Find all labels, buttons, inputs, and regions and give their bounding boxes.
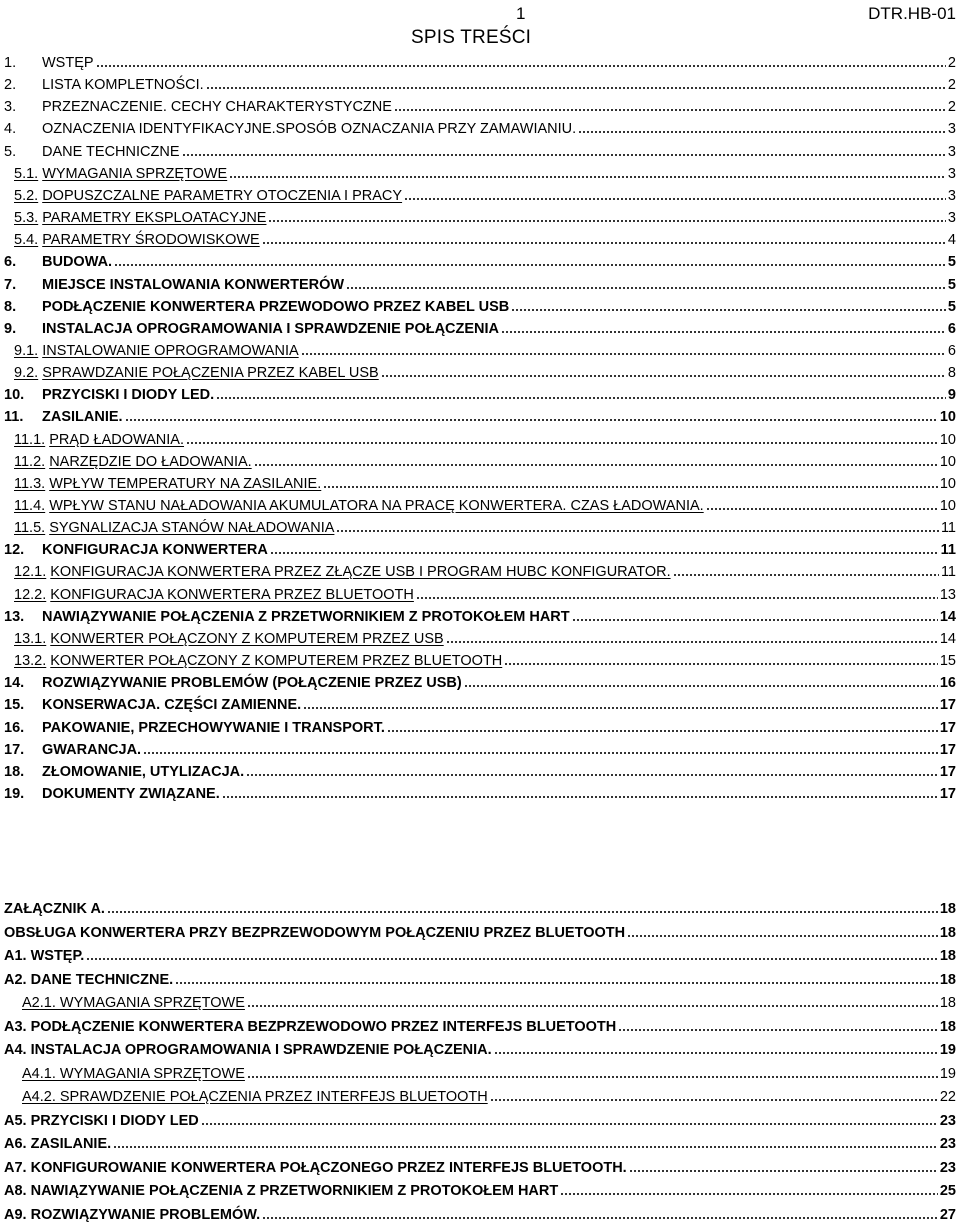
- toc-entry-number: 12.2.: [14, 586, 47, 603]
- appendix-entry-page: 18: [939, 995, 956, 1011]
- appendix-entry-title: A5. PRZYCISKI I DIODY LED: [4, 1112, 199, 1129]
- appendix-entry-title: A7. KONFIGUROWANIE KONWERTERA POŁĄCZONEGO PRZEZ INTERFEJS BLUETOOTH.: [4, 1159, 627, 1176]
- toc-entry-title: ZŁOMOWANIE, UTYLIZACJA.: [42, 763, 245, 780]
- toc-entry[interactable]: [0, 737, 960, 759]
- toc-entry[interactable]: [0, 116, 960, 138]
- toc-entry-page: 5: [947, 254, 956, 271]
- appendix-entry[interactable]: [0, 1084, 960, 1106]
- dot-leader: [222, 795, 938, 799]
- dot-leader: [216, 396, 946, 400]
- dot-leader: [323, 485, 938, 489]
- toc-entry[interactable]: [0, 515, 960, 537]
- toc-entry-number: 5.2.: [14, 187, 39, 204]
- dot-leader: [246, 773, 938, 777]
- toc-entry-page: 17: [939, 697, 956, 714]
- toc-entry-title: WSTĘP: [42, 55, 94, 71]
- toc-entry-title: PRZEZNACZENIE. CECHY CHARAKTERYSTYCZNE: [42, 99, 392, 116]
- toc-entry-number: 2.: [4, 77, 17, 94]
- appendix-entry-page: 19: [939, 1042, 956, 1058]
- appendix-entry[interactable]: [0, 1014, 960, 1036]
- toc-entry-title: PRĄD ŁADOWANIA.: [49, 431, 185, 448]
- toc-entry[interactable]: [0, 183, 960, 205]
- dot-leader: [504, 662, 938, 666]
- toc-entry-title: KONFIGURACJA KONWERTERA PRZEZ ZŁĄCZE USB I PROGRAM HUBC KONFIGURATOR.: [50, 564, 671, 581]
- toc-entry-title: PRZYCISKI I DIODY LED.: [42, 387, 215, 404]
- dot-leader: [182, 153, 946, 157]
- dot-leader: [706, 507, 938, 511]
- toc-entry-page: 2: [947, 55, 956, 71]
- appendix-entry-page: 23: [939, 1136, 956, 1152]
- toc-entry-number: 15.: [4, 697, 25, 714]
- toc-entry-page: 11: [940, 520, 956, 537]
- toc-entry[interactable]: [0, 227, 960, 249]
- toc-entry-page: 17: [939, 741, 956, 758]
- toc-entry-title: ROZWIĄZYWANIE PROBLEMÓW (POŁĄCZENIE PRZEZ USB): [42, 675, 462, 692]
- dot-leader: [511, 308, 946, 312]
- toc-entry[interactable]: [0, 272, 960, 294]
- toc-entry-page: 17: [939, 719, 956, 736]
- dot-leader: [501, 330, 946, 334]
- toc-entry-title: PARAMETRY ŚRODOWISKOWE: [42, 232, 260, 249]
- appendix-entry-page: 23: [939, 1112, 956, 1129]
- toc-entry-page: 6: [947, 342, 956, 359]
- toc-entry-number: 13.2.: [14, 653, 47, 670]
- toc-entry-number: 6.: [4, 254, 17, 271]
- page-number: 1: [516, 4, 526, 23]
- appendix-entry[interactable]: [0, 1131, 960, 1153]
- toc-entry-page: 10: [939, 431, 956, 448]
- dot-leader: [262, 1216, 938, 1220]
- toc-entry-page: 10: [939, 475, 956, 492]
- toc-entry[interactable]: [0, 537, 960, 559]
- toc-entry[interactable]: [0, 493, 960, 515]
- toc-entry-number: 7.: [4, 276, 17, 293]
- toc-entry-title: WYMAGANIA SPRZĘTOWE: [42, 165, 228, 182]
- dot-leader: [387, 729, 938, 733]
- toc-entry-number: 17.: [4, 741, 25, 758]
- toc-entry-page: 3: [947, 121, 956, 138]
- dot-leader: [107, 910, 938, 914]
- toc-entry-title: MIEJSCE INSTALOWANIA KONWERTERÓW: [42, 276, 345, 293]
- dot-leader: [627, 934, 938, 938]
- appendix-entry-title: A4. INSTALACJA OPROGRAMOWANIA I SPRAWDZENIE POŁĄCZENIA.: [4, 1042, 492, 1058]
- toc-entry[interactable]: [0, 648, 960, 670]
- toc-entry-page: 11: [940, 542, 956, 559]
- appendix-entry-page: 18: [939, 924, 956, 941]
- page-header: [0, 4, 960, 26]
- toc-entry-title: NARZĘDZIE DO ŁADOWANIA.: [49, 453, 252, 470]
- dot-leader: [186, 441, 938, 445]
- toc-entry[interactable]: [0, 404, 960, 426]
- toc-entry-number: 8.: [4, 298, 17, 315]
- dot-leader: [113, 1145, 938, 1149]
- toc-entry[interactable]: [0, 360, 960, 382]
- dot-leader: [143, 751, 938, 755]
- toc-entry-number: 5.3.: [14, 210, 39, 227]
- toc-entry[interactable]: [0, 626, 960, 648]
- toc-entry[interactable]: [0, 582, 960, 604]
- toc-entry-page: 3: [947, 143, 956, 160]
- toc-entry[interactable]: [0, 249, 960, 271]
- toc-entry-number: 18.: [4, 763, 25, 780]
- toc-entry-title: PARAMETRY EKSPLOATACYJNE: [42, 210, 267, 227]
- toc-entry-page: 17: [939, 763, 956, 780]
- toc-entry-number: 11.: [4, 409, 24, 426]
- toc-entry-title: DOPUSZCZALNE PARAMETRY OTOCZENIA I PRACY: [42, 187, 403, 204]
- toc-entry[interactable]: [0, 294, 960, 316]
- toc-entry[interactable]: [0, 94, 960, 116]
- toc-entry-number: 9.1.: [14, 342, 39, 359]
- dot-leader: [301, 352, 946, 356]
- toc-entry-number: 14.: [4, 675, 25, 692]
- toc-entry[interactable]: [0, 471, 960, 493]
- toc-entry[interactable]: [0, 427, 960, 449]
- appendix-entry-title: A2.1. WYMAGANIA SPRZĘTOWE: [22, 995, 245, 1011]
- toc-entry-page: 14: [939, 608, 956, 625]
- toc-entry[interactable]: [0, 161, 960, 183]
- toc-entry-title: KONSERWACJA. CZĘŚCI ZAMIENNE.: [42, 697, 302, 714]
- dot-leader: [254, 463, 938, 467]
- appendix-entry[interactable]: [0, 896, 960, 918]
- toc-entry-title: SPRAWDZANIE POŁĄCZENIA PRZEZ KABEL USB: [42, 365, 379, 382]
- toc-entry-title: LISTA KOMPLETNOŚCI.: [42, 77, 204, 94]
- appendix-entry-title: A9. ROZWIĄZYWANIE PROBLEMÓW.: [4, 1206, 261, 1223]
- toc-entry-title: WPŁYW TEMPERATURY NA ZASILANIE.: [49, 475, 322, 492]
- toc-entry[interactable]: [0, 449, 960, 471]
- dot-leader: [394, 108, 946, 112]
- dot-leader: [270, 551, 939, 555]
- toc-entry-title: BUDOWA.: [42, 254, 113, 271]
- dot-leader: [175, 981, 938, 985]
- appendix-entry-page: 18: [939, 901, 956, 917]
- dot-leader: [490, 1098, 938, 1102]
- toc-entry-number: 11.5.: [14, 520, 46, 537]
- dot-leader: [247, 1004, 938, 1008]
- appendix-entry[interactable]: [0, 1108, 960, 1130]
- appendix-entry[interactable]: [0, 1061, 960, 1083]
- toc-entry-number: 12.1.: [14, 564, 47, 581]
- toc-entry-page: 3: [947, 210, 956, 227]
- dot-leader: [268, 219, 945, 223]
- appendix-entry[interactable]: [0, 990, 960, 1012]
- toc-entry[interactable]: [0, 604, 960, 626]
- dot-leader: [96, 64, 946, 68]
- toc-entry[interactable]: [0, 338, 960, 360]
- appendix-entry-title: A8. NAWIĄZYWANIE POŁĄCZENIA Z PRZETWORNIKIEM Z PROTOKOŁEM HART: [4, 1183, 559, 1199]
- toc-entry-title: SYGNALIZACJA STANÓW NAŁADOWANIA: [49, 520, 335, 537]
- toc-entry-title: ZASILANIE.: [42, 409, 123, 426]
- toc-entry-number: 3.: [4, 99, 17, 116]
- toc-entry-page: 10: [939, 409, 956, 426]
- appendix-entry-page: 18: [939, 971, 956, 988]
- toc-entry-title: GWARANCJA.: [42, 741, 142, 758]
- toc-entry-page: 13: [939, 586, 956, 603]
- toc-entry-title: DANE TECHNICZNE: [42, 143, 180, 160]
- appendix-entry-title: ZAŁĄCZNIK A.: [4, 901, 105, 917]
- dot-leader: [618, 1028, 938, 1032]
- appendix-entry[interactable]: [0, 1202, 960, 1224]
- appendix-entry-title: A2. DANE TECHNICZNE.: [4, 971, 174, 988]
- appendix-entry[interactable]: [0, 1037, 960, 1059]
- toc-entry[interactable]: [0, 692, 960, 714]
- toc-entry-title: INSTALOWANIE OPROGRAMOWANIA: [42, 342, 299, 359]
- toc-entry-page: 17: [939, 785, 956, 802]
- toc-entry-page: 9: [947, 387, 956, 404]
- toc-entry[interactable]: [0, 72, 960, 94]
- appendix-entry-title: OBSŁUGA KONWERTERA PRZY BEZPRZEWODOWYM POŁĄCZENIU PRZEZ BLUETOOTH: [4, 924, 626, 941]
- toc-entry-page: 14: [939, 630, 956, 647]
- toc-entry-title: NAWIĄZYWANIE POŁĄCZENIA Z PRZETWORNIKIEM Z PROTOKOŁEM HART: [42, 608, 570, 625]
- dot-leader: [560, 1192, 938, 1196]
- toc-entry[interactable]: [0, 759, 960, 781]
- toc-entry[interactable]: [0, 382, 960, 404]
- document-code: DTR.HB-01: [868, 4, 956, 23]
- toc-entry-number: 10.: [4, 387, 25, 404]
- toc-entry-number: 5.1.: [14, 165, 39, 182]
- toc-entry-page: 6: [947, 320, 956, 337]
- toc-entry-page: 2: [947, 99, 956, 116]
- toc-entry-title: KONWERTER POŁĄCZONY Z KOMPUTEREM PRZEZ BLUETOOTH: [50, 653, 503, 670]
- dot-leader: [629, 1169, 938, 1173]
- dot-leader: [572, 618, 938, 622]
- appendix-entry[interactable]: [0, 943, 960, 965]
- toc-entry-number: 12.: [4, 542, 25, 559]
- toc-entry-page: 8: [947, 365, 956, 382]
- toc-entry-title: KONWERTER POŁĄCZONY Z KOMPUTEREM PRZEZ USB: [50, 630, 444, 647]
- toc-entry-number: 9.: [4, 320, 17, 337]
- appendix-entry-title: A4.1. WYMAGANIA SPRZĘTOWE: [22, 1065, 245, 1082]
- toc-title: SPIS TREŚCI: [411, 27, 532, 48]
- toc-entry-title: WPŁYW STANU NAŁADOWANIA AKUMULATORA NA PRACĘ KONWERTERA. CZAS ŁADOWANIA.: [49, 498, 704, 514]
- toc-entry[interactable]: [0, 715, 960, 737]
- toc-entry[interactable]: [0, 559, 960, 581]
- toc-entry-title: PAKOWANIE, PRZECHOWYWANIE I TRANSPORT.: [42, 719, 385, 736]
- toc-entry-number: 13.: [4, 608, 25, 625]
- appendix-entry[interactable]: [0, 1155, 960, 1177]
- toc-entry-number: 11.4.: [14, 498, 46, 514]
- toc-entry[interactable]: [0, 139, 960, 161]
- appendix-entry-page: 25: [939, 1183, 956, 1199]
- appendix-entry[interactable]: [0, 920, 960, 942]
- toc-entry-title: PODŁĄCZENIE KONWERTERA PRZEWODOWO PRZEZ KABEL USB: [42, 298, 510, 315]
- appendix-entry-title: A6. ZASILANIE.: [4, 1136, 112, 1152]
- toc-entry-page: 5: [947, 298, 956, 315]
- toc-entry-page: 10: [939, 498, 956, 514]
- toc-entry[interactable]: [0, 50, 960, 72]
- toc-entry-number: 9.2.: [14, 365, 39, 382]
- dot-leader: [86, 957, 938, 961]
- dot-leader: [336, 529, 939, 533]
- appendix-entry-title: A1. WSTĘP.: [4, 948, 85, 964]
- appendix-entry-page: 18: [939, 948, 956, 964]
- dot-leader: [416, 596, 938, 600]
- dot-leader: [494, 1051, 938, 1055]
- toc-entry-page: 3: [947, 187, 956, 204]
- toc-entry-page: 2: [947, 77, 956, 94]
- dot-leader: [673, 573, 939, 577]
- toc-entry-page: 4: [947, 232, 956, 249]
- dot-leader: [247, 1075, 938, 1079]
- toc-entry-number: 11.1.: [14, 431, 46, 448]
- toc-entry-page: 3: [947, 165, 956, 182]
- toc-entry-number: 4.: [4, 121, 17, 138]
- dot-leader: [346, 286, 946, 290]
- toc-entry[interactable]: [0, 205, 960, 227]
- toc-entry-title: OZNACZENIA IDENTYFIKACYJNE.SPOSÓB OZNACZANIA PRZY ZAMAWIANIU.: [42, 121, 577, 138]
- toc-entry-number: 16.: [4, 719, 25, 736]
- toc-entry-number: 5.4.: [14, 232, 39, 249]
- dot-leader: [404, 197, 946, 201]
- toc-entry-number: 5.: [4, 143, 17, 160]
- appendix-entry-page: 22: [939, 1089, 956, 1105]
- dot-leader: [446, 640, 938, 644]
- toc-entry[interactable]: [0, 670, 960, 692]
- toc-entry-title: INSTALACJA OPROGRAMOWANIA I SPRAWDZENIE POŁĄCZENIA: [42, 320, 500, 337]
- toc-entry-number: 11.3.: [14, 475, 46, 492]
- toc-entry-number: 11.2.: [14, 453, 46, 470]
- toc-entry-title: KONFIGURACJA KONWERTERA PRZEZ BLUETOOTH: [50, 586, 414, 603]
- toc-entry[interactable]: [0, 316, 960, 338]
- dot-leader: [125, 418, 938, 422]
- dot-leader: [114, 263, 946, 267]
- dot-leader: [303, 706, 938, 710]
- toc-entry-number: 13.1.: [14, 630, 47, 647]
- toc-entry-page: 11: [940, 564, 956, 581]
- toc-entry-page: 15: [939, 653, 956, 670]
- dot-leader: [578, 130, 946, 134]
- toc-entry-number: 1.: [4, 55, 17, 71]
- appendix-entry-page: 23: [939, 1159, 956, 1176]
- dot-leader: [262, 241, 946, 245]
- dot-leader: [201, 1122, 938, 1126]
- toc-entry-title: KONFIGURACJA KONWERTERA: [42, 542, 268, 559]
- appendix-entry[interactable]: [0, 967, 960, 989]
- dot-leader: [381, 374, 946, 378]
- toc-entry-number: 19.: [4, 785, 25, 802]
- dot-leader: [206, 86, 946, 90]
- dot-leader: [464, 684, 938, 688]
- appendix-entry-page: 18: [939, 1018, 956, 1035]
- appendix-entry-title: A3. PODŁĄCZENIE KONWERTERA BEZPRZEWODOWO PRZEZ INTERFEJS BLUETOOTH: [4, 1018, 617, 1035]
- toc-entry-page: 10: [939, 453, 956, 470]
- toc-entry-page: 16: [939, 675, 956, 692]
- toc-entry[interactable]: [0, 781, 960, 803]
- appendix-entry-title: A4.2. SPRAWDZENIE POŁĄCZENIA PRZEZ INTERFEJS BLUETOOTH: [22, 1089, 488, 1105]
- appendix-entry-page: 19: [939, 1065, 956, 1082]
- toc-entry-page: 5: [947, 276, 956, 293]
- appendix-entry-page: 27: [939, 1206, 956, 1223]
- appendix-entry[interactable]: [0, 1178, 960, 1200]
- dot-leader: [229, 175, 946, 179]
- toc-entry-title: DOKUMENTY ZWIĄZANE.: [42, 785, 220, 802]
